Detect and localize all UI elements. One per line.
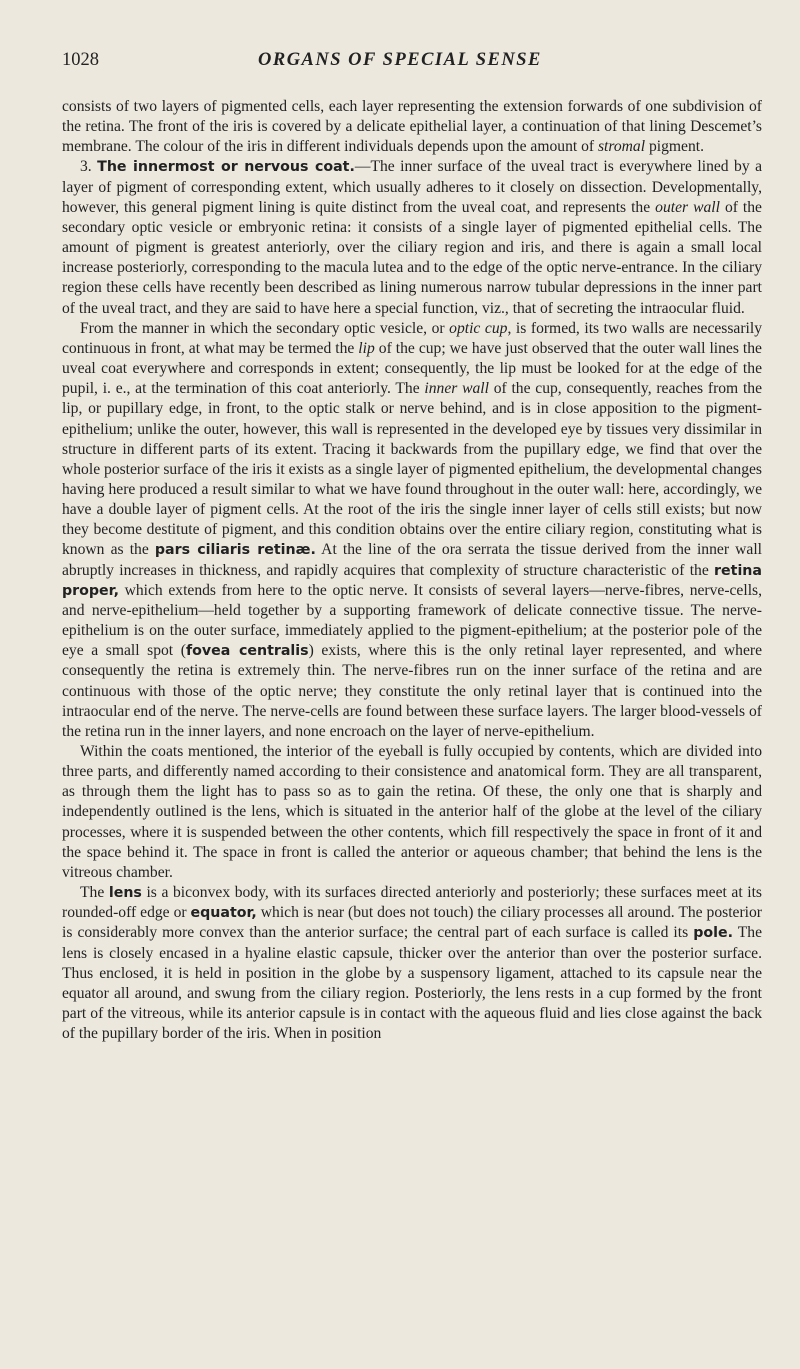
italic-term: stromal <box>597 138 646 156</box>
bold-term: pars ciliaris retinæ. <box>154 542 316 559</box>
bold-term: equator, <box>190 905 257 922</box>
text-run: At the line of the ora serrata the tissue derived from the inner wall abruptly increases in thickness, and rapidly acquires that complexity of structure characteristic of the <box>62 541 762 579</box>
bold-term: retina proper, <box>62 562 762 599</box>
italic-term: inner wall <box>424 380 489 398</box>
page-number: 1028 <box>62 50 99 70</box>
bold-term: lens <box>108 885 142 902</box>
section-number: 3. <box>80 158 98 176</box>
running-title: ORGANS OF SPECIAL SENSE <box>258 50 542 70</box>
paragraph-contents <box>62 742 762 883</box>
italic-term: lip <box>358 339 375 357</box>
paragraph-optic-cup <box>62 319 762 742</box>
running-head <box>62 50 762 71</box>
text-run: ) exists, where this is the only retinal layer represented, and where consequently the retina is extremely thin. The nerve-fibres run on the inner surface of the retina and are continuous with those of the optic nerve; they constitute the only retinal layer that is continued into the intraocular end of the nerve. The nerve-cells are found between these surface layers. The larger blood-vessels of the retina run in the inner layers, and none encroach on the layer of nerve-epithelium. <box>62 642 762 740</box>
paragraph-nervous-coat <box>62 157 762 318</box>
paragraph-iris-continuation <box>62 97 762 157</box>
text-run: pigment. <box>645 138 704 156</box>
body-text <box>62 97 762 1044</box>
bold-term: fovea centralis <box>185 643 309 660</box>
text-run: —The inner surface of the uveal tract is everywhere lined by a layer of pigment of corresponding extent, which usually adheres to it closely on dissection. Developmentally, however, this general pigment lining is quite distinct from the uveal coat, and represents the <box>62 158 762 216</box>
text-run: From the manner in which the secondary optic vesicle, or <box>80 319 450 337</box>
text-run: which extends from here to the optic nerve. It consists of several layers—nerve-fibres, nerve-cells, and nerve-epithelium—held together by a supporting framework of delicate connective tissue. The nerve-epithelium is on the outer surface, immediately applied to the pigment-epithelium; at the posterior pole of the eye a small spot ( <box>62 581 762 660</box>
italic-term: outer wall <box>655 198 720 216</box>
italic-term: optic cup <box>449 319 508 337</box>
section-heading: The innermost or nervous coat. <box>97 159 355 176</box>
text-run: of the cup, consequently, reaches from the lip, or pupillary edge, in front, to the optic stalk or nerve behind, and is in close apposition to the pigment-epithelium; unlike the outer, however, this wall is represented in the developed eye by tissues very dissimilar in structure in different parts of its extent. Tracing it backwards from the pupillary edge, we find that over the whole posterior surface of the iris it exists as a single layer of pigmented epithelium, the developmental changes having here produced a result similar to what we have found throughout in the outer wall: here, accordingly, we have a double layer of pigment cells. At the root of the iris the single inner layer of cells still exists; but now they become destitute of pigment, and this condition obtains over the entire ciliary region, constituting what is known as the <box>62 380 762 559</box>
text-run: Within the coats mentioned, the interior of the eyeball is fully occupied by contents, which are divided into three parts, and differently named according to their consistence and anatomical form. They are all transparent, as through them the light has to pass so as to gain the retina. Of these, the only one that is sharply and independently outlined is the lens, which is situated in the anterior half of the globe at the level of the ciliary processes, where it is suspended between the other contents, which fill respectively the space in front of it and the space behind it. The space in front is called the anterior or aqueous chamber; that behind the lens is the vitreous chamber. <box>62 743 762 881</box>
text-run: of the cup; we have just observed that the outer wall lines the uveal coat everywhere and corresponds in extent; consequently, the lip must be looked for at the edge of the pupil, i. e., at the termination of this coat anteriorly. The <box>62 339 762 398</box>
bold-term: pole. <box>693 925 733 942</box>
text-run: The <box>80 884 109 902</box>
text-run: , is formed, its two walls are necessarily continuous in front, at what may be termed the <box>62 319 763 357</box>
text-run: which is near (but does not touch) the ciliary processes all around. The posterior is considerably more convex than the anterior surface; the central part of each surface is called its <box>62 904 762 942</box>
text-run: The lens is closely encased in a hyaline elastic capsule, thicker over the anterior than over the posterior surface. Thus enclosed, it is held in position in the globe by a suspensory ligament, attached to its capsule near the equator all around, and swung from the ciliary region. Posteriorly, the lens rests in a cup formed by the front part of the vitreous, while its anterior capsule is in contact with the aqueous fluid and lies close against the back of the pupillary border of the iris. When in position <box>62 924 762 1043</box>
paragraph-lens <box>62 883 762 1044</box>
text-run: of the secondary optic vesicle or embryonic retina: it consists of a single layer of pigmented epithelial cells. The amount of pigment is greatest anteriorly, over the ciliary region and iris, and there is again a small local increase posteriorly, corresponding to the macula lutea and to the edge of the optic nerve-entrance. In the ciliary region these cells have recently been described as lining numerous narrow tubular depressions in the inner part of the uveal tract, and they are said to have here a special function, viz., that of secreting the intraocular fluid. <box>62 198 762 317</box>
text-run: consists of two layers of pigmented cells, each layer representing the extension forwards of one subdivision of the retina. The front of the iris is covered by a delicate epithelial layer, a continuation of that lining Descemet’s membrane. The colour of the iris in different individuals depends upon the amount of <box>62 98 762 156</box>
text-run: is a biconvex body, with its surfaces directed anteriorly and posteriorly; these surfaces meet at its rounded-off edge or <box>62 884 762 922</box>
